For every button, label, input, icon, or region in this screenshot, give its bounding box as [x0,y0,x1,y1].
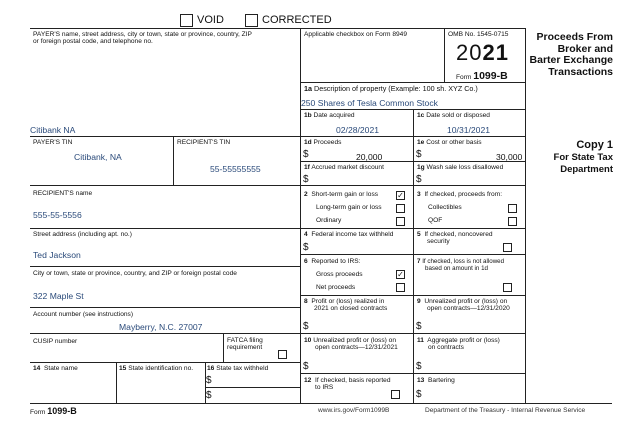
tax-year-prefix: 20 [456,40,483,65]
box-4-dollar: $ [303,242,309,253]
recipient-tin-label: RECIPIENT'S TIN [177,139,231,146]
box-12-checkbox[interactable] [391,390,400,399]
payer-name-value[interactable]: Citibank NA [30,125,76,135]
line-4-bottom [300,254,525,255]
corrected-checkbox[interactable] [245,14,258,27]
line-1d-bottom [300,161,525,162]
line-account-bottom [30,333,300,334]
box-11-dollar: $ [416,361,422,372]
form-bottom-border [30,403,612,404]
box-14-label: 14 State name [33,365,78,372]
box-3-collectibles-checkbox[interactable] [508,204,517,213]
box-10-dollar: $ [303,361,309,372]
line-2-bottom [300,228,525,229]
box-1e-label: 1e Cost or other basis [417,139,482,146]
box-5-checkbox[interactable] [503,243,512,252]
box-16-dollar-1: $ [206,375,212,386]
city-value[interactable]: 322 Maple St [33,291,84,301]
box-15-label: 15 State identification no. [119,365,194,372]
box-1c-label: 1c Date sold or disposed [417,112,490,119]
box-7-checkbox[interactable] [503,283,512,292]
box-1b-label: 1b Date acquired [304,112,355,119]
box-1e-value[interactable]: 30,000 [496,152,523,162]
void-checkbox[interactable] [180,14,193,27]
divider-mid [413,109,414,403]
box-16-dollar-2: $ [206,390,212,401]
payer-tin-label: PAYER'S TIN [33,139,73,146]
box-1d-dollar: $ [303,149,309,160]
box-9-dollar: $ [416,321,422,332]
form-id: Form 1099-B [456,70,508,82]
line-1b-bottom [300,136,525,137]
box-2-short-checkbox[interactable]: ✓ [397,191,404,200]
divider-fatca [223,333,224,362]
corrected-label: CORRECTED [262,14,332,26]
box-6-label: 6 Reported to IRS: [304,258,361,265]
recipient-name-label: RECIPIENT'S name [33,190,93,197]
divider-tin [173,136,174,185]
box-10-label: 10 Unrealized profit or (loss) on open contracts—12/31/2021 [304,337,398,352]
box-16-label: 16 State tax withheld [207,365,269,372]
form-title: Proceeds From Broker and Barter Exchange Transactions [529,31,613,78]
box-6-net-checkbox[interactable] [396,283,405,292]
line-cusip-bottom [30,362,300,363]
footer-form-id: Form 1099-B [30,406,77,416]
box-3-label: 3 If checked, proceeds from: [417,191,503,198]
box-1e-dollar: $ [416,149,422,160]
box-3-collectibles-label: Collectibles [428,204,462,211]
divider-right [525,28,526,403]
street-value[interactable]: Ted Jackson [33,250,81,260]
line-recipient-bottom [30,228,300,229]
box-6-gross-label: Gross proceeds [316,271,363,278]
box-12-label: 12 If checked, basis reported to IRS [304,377,391,392]
fatca-label: FATCA filing requirement [227,337,263,352]
cusip-label: CUSIP number [33,338,78,345]
box-1f-dollar: $ [303,174,309,185]
box-1a-value[interactable]: 250 Shares of Tesla Common Stock [301,98,438,108]
street-label: Street address (including apt. no.) [33,231,132,238]
line-street-bottom [30,266,300,267]
box-1d-value[interactable]: 20,000 [356,152,383,162]
box-13-label: 13 Bartering [417,377,455,384]
box-2-long-label: Long-term gain or loss [316,204,382,211]
box-1g-dollar: $ [416,174,422,185]
box-1g-label: 1g Wash sale loss disallowed [417,164,504,171]
payer-label: PAYER'S name, street address, city or town, state or province, country, ZIP or foreign postal code, and telephone no. [33,31,252,46]
account-value[interactable]: Mayberry, N.C. 27007 [119,322,203,332]
line-8-bottom [300,333,525,334]
line-1f-bottom [300,185,525,186]
payer-tin-value[interactable]: Citibank, NA [74,152,122,162]
divider-state-1 [116,362,117,403]
account-label: Account number (see instructions) [33,311,134,318]
footer-url[interactable]: www.irs.gov/Form1099B [318,407,390,414]
line-6-bottom [300,295,525,296]
box-5-label: 5 If checked, noncovered security [417,231,493,246]
box-7-label: 7 If checked, loss is not allowed based on amount in 1d [417,258,505,273]
box-1c-value[interactable]: 10/31/2021 [447,125,491,135]
copy-designation: Copy 1 For State Tax Department [553,139,613,175]
box-11-label: 11 Aggregate profit or (loss) on contracts [417,337,500,352]
line-payer-bottom [30,136,300,137]
box-1f-label: 1f Accrued market discount [304,164,384,171]
tax-year [456,40,509,66]
box-13-dollar: $ [416,389,422,400]
form-top-border [30,28,525,29]
fatca-checkbox[interactable] [278,350,287,359]
tax-year-suffix: 21 [482,40,509,65]
box-2-ordinary-label: Ordinary [316,217,342,224]
line-1a-bottom [300,109,525,110]
box-3-qof-checkbox[interactable] [508,217,517,226]
omb-number: OMB No. 1545-0715 [448,31,509,38]
box-2-long-checkbox[interactable] [396,204,405,213]
recipient-name-value[interactable]: 555-55-5556 [33,210,82,220]
divider-omb [444,28,445,82]
divider-left [300,28,301,403]
line-city-bottom [30,307,300,308]
box-8-label: 8 Profit or (loss) realized in 2021 on closed contracts [304,298,388,313]
box-1b-value[interactable]: 02/28/2021 [336,125,380,135]
applicable-checkbox-label: Applicable checkbox on Form 8949 [304,31,407,38]
line-state-rows [205,387,300,388]
box-9-label: 9 Unrealized profit or (loss) on open contracts—12/31/2020 [417,298,510,313]
box-1a-label: 1a Description of property (Example: 100 sh. XYZ Co.) [304,84,478,93]
box-2-ordinary-checkbox[interactable] [396,217,405,226]
box-4-label: 4 Federal income tax withheld [304,231,394,238]
recipient-tin-value[interactable]: 55-55555555 [210,164,261,174]
box-3-qof-label: QOF [428,217,443,224]
city-label: City or town, state or province, country, and ZIP or foreign postal code [33,270,237,277]
footer-department: Department of the Treasury - Internal Revenue Service [425,407,586,414]
box-2-short-label: 2 Short-term gain or loss [304,191,379,198]
line-tin-bottom [30,185,300,186]
box-1d-label: 1d Proceeds [304,139,342,146]
box-6-gross-checkbox[interactable]: ✓ [397,270,404,279]
box-8-dollar: $ [303,321,309,332]
void-label: VOID [197,14,224,26]
box-6-net-label: Net proceeds [316,284,356,291]
line-10-bottom [300,373,525,374]
line-omb-bottom [300,82,525,83]
